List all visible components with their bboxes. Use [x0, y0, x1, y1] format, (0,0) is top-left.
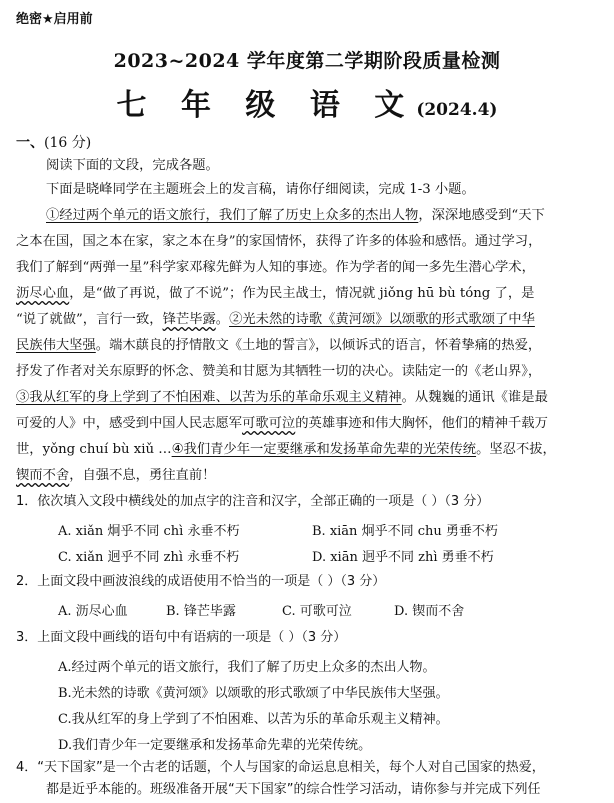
- passage-line: [16, 440, 556, 460]
- q1-option-c: C. xiǎn 迥乎不同 zhì 永垂不朽: [58, 550, 240, 565]
- wavy-idiom-2: 锋芒毕露: [162, 312, 216, 327]
- text: 。: [215, 312, 230, 327]
- q1-option-a: A. xiǎn 炯乎不同 chì 永垂不朽: [58, 524, 240, 539]
- q1-option-b: B. xiān 炯乎不同 chu 勇垂不朽: [312, 524, 498, 539]
- passage-line: 之本在国，国之本在家，家之本在身”的家国情怀，获得了许多的体验和感悟。通过学习，: [16, 234, 542, 249]
- text: ，深深地感受到“天下: [418, 208, 545, 223]
- subject-name: 七 年 级 语 文: [116, 88, 417, 123]
- text: 可爱的人》中，感受到中国人民志愿军: [16, 416, 243, 431]
- subject-title: [0, 80, 614, 124]
- passage-line: [16, 388, 548, 408]
- question-2-stem: 2．上面文段中画波浪线的成语使用不恰当的一项是（ ）（3 分）: [16, 574, 386, 589]
- underlined-sentence-1: ①经过两个单元的语文旅行，我们了解了历史上众多的杰出人物: [46, 208, 419, 223]
- q3-option-a: A.经过两个单元的语文旅行，我们了解了历史上众多的杰出人物。: [58, 660, 436, 675]
- underlined-sentence-2b: 民族伟大坚强: [16, 338, 96, 353]
- q3-option-b: B.光未然的诗歌《黄河颂》以颂歌的形式歌颂了中华民族伟大坚强。: [58, 686, 449, 701]
- passage-line: [16, 414, 548, 434]
- underlined-sentence-3: ③我从红军的身上学到了不怕困难、以苦为乐的革命乐观主义精神: [16, 390, 402, 405]
- passage-line: [16, 284, 534, 304]
- text: ，是“做了再说，做了不说”；作为民主战士，情况就 jiǒng hū bù tóng 了，是: [69, 286, 535, 301]
- passage-intro-2: 下面是晓峰同学在主题班会上的发言稿，请你仔细阅读，完成 1-3 小题。: [46, 182, 475, 197]
- question-3-stem: 3．上面文段中画线的语句中有语病的一项是（ ）（3 分）: [16, 630, 347, 645]
- passage-line: [16, 310, 535, 330]
- text: “说了就做”，言行一致，: [16, 312, 163, 327]
- q2-option-a: A. 沥尽心血: [58, 604, 128, 619]
- text: 。坚忍不拔，: [476, 442, 556, 457]
- passage-line: [16, 336, 541, 356]
- wavy-idiom-4: 锲而不舍: [16, 468, 70, 483]
- passage-intro-1: 阅读下面的文段，完成各题。: [46, 158, 219, 173]
- q3-option-c: C.我从红军的身上学到了不怕困难、以苦为乐的革命乐观主义精神。: [58, 712, 449, 727]
- passage-line: [16, 466, 215, 486]
- question-4-line-1: 4．“天下国家”是一个古老的话题，个人与国家的命运息息相关，每个人对自己国家的热爱，: [16, 760, 545, 775]
- underlined-sentence-4: ④我们青少年一定要继承和发扬革命先辈的光荣传统: [171, 442, 477, 457]
- exam-title: 2023~2024 学年度第二学期阶段质量检测: [113, 50, 501, 72]
- q2-option-b: B. 锋芒毕露: [166, 604, 236, 619]
- q1-option-d: D. xiān 迥乎不同 zhì 勇垂不朽: [312, 550, 494, 565]
- q3-option-d: D.我们青少年一定要继承和发扬革命先辈的光荣传统。: [58, 738, 372, 753]
- section-heading: [16, 132, 91, 152]
- wavy-idiom-3: 可歌可泣: [242, 416, 296, 431]
- passage-line: 我们了解到“两弹一星”科学家邓稼先鲜为人知的事迹。作为学者的闻一多先生潜心学术，: [16, 260, 535, 275]
- secret-label: 绝密★启用前: [16, 12, 93, 27]
- passage-line: 抒发了作者对关东原野的怀念、赞美和甘愿为其牺牲一切的决心。读陆定一的《老山界》，: [16, 364, 542, 379]
- text: 世，yǒng chuí bù xiǔ …: [16, 442, 172, 457]
- q2-option-d: D. 锲而不舍: [394, 604, 465, 619]
- passage-line: [46, 206, 545, 226]
- text: 。从魏巍的通讯《谁是最: [401, 390, 548, 405]
- subject-date: (2024.4): [416, 100, 498, 120]
- underlined-sentence-2: ②光未然的诗歌《黄河颂》以颂歌的形式歌颂了中华: [229, 312, 535, 327]
- section-points: (16 分): [44, 135, 92, 151]
- wavy-idiom-1: 沥尽心血: [16, 286, 70, 301]
- text: 的英雄事迹和伟大胸怀，他们的精神千载万: [295, 416, 548, 431]
- text: 。端木蕻良的抒情散文《土地的誓言》，以倾诉式的语言，怀着挚痛的热爱，: [95, 338, 542, 353]
- section-number: 一、: [16, 135, 44, 151]
- q2-option-c: C. 可歌可泣: [282, 604, 352, 619]
- question-4-line-2: 都是近乎本能的。班级准备开展“天下国家”的综合性学习活动，请你参与并完成下列任: [46, 782, 541, 797]
- question-1-stem: 1．依次填入文段中横线处的加点字的注音和汉字，全部正确的一项是（ ）（3 分）: [16, 494, 490, 509]
- text: ，自强不息，勇往直前！: [69, 468, 216, 483]
